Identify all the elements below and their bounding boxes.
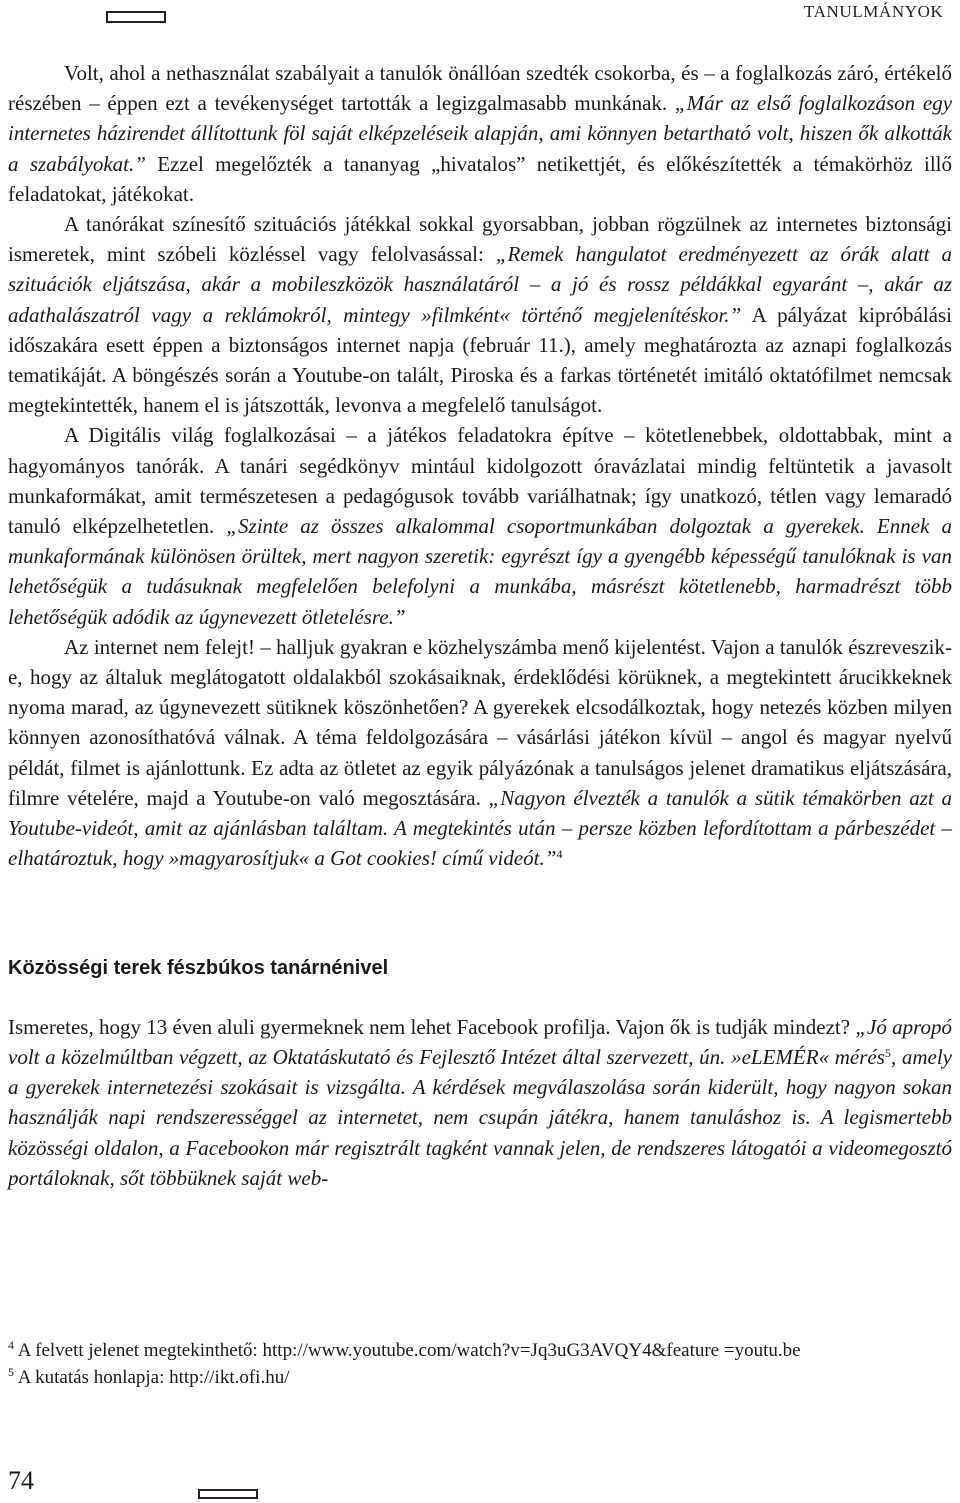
article-body [8, 58, 952, 1193]
footer-ornament-box [198, 1489, 258, 1499]
paragraph-3 [8, 420, 952, 631]
paragraph-1-quote: „Már az első foglalkozáson egy internetes házirendet állítottunk föl saját elképzeléseik alapján, ami könnyen betartható volt, hiszen ők alkották a szabályokat.” [8, 91, 953, 176]
footnote-ref-5: 5 [884, 1045, 891, 1060]
footnote-4 [8, 1337, 952, 1364]
paragraph-2-quote: „Remek hangulatot eredményezett az órák alatt a szituációk eljátszása, akár a mobileszközök használatáról – a jó és rossz példákkal egyaránt –, akár az adathalászatról vagy a reklámokról, mintegy »filmként« történő megjelenítéskor.” [8, 242, 952, 327]
paragraph-4-quote: „Nagyon élvezték a tanulók a sütik témakörben azt a Youtube-videót, amit az ajánlásban találtam. A megtekintés után – persze közben lefordítottam a párbeszédet – elhatároztuk, hogy »magyarosítjuk« a Got cookies! című videót.” [8, 785, 952, 871]
footnote-ref-4: 4 [556, 847, 563, 862]
footnote-5-mark: 5 [8, 1365, 14, 1379]
paragraph-5-quote: „Jó apropó volt a közelmúltban végzett, az Oktatáskutató és Fejlesztő Intézet által szervezett, ún. »eLEMÉR« mérés [8, 1014, 952, 1069]
paragraph-5 [8, 1012, 952, 1193]
header-ornament-box [106, 11, 166, 23]
page-number: 74 [8, 1466, 34, 1495]
section-label: TANULMÁNYOK [804, 2, 944, 21]
paragraph-4-text: Az internet nem felejt! – halljuk gyakran e közhelyszámba menő kijelentést. Vajon a tanulók észreveszik-e, hogy az általuk meglátogatott oldalakból szokásaiknak, érdeklődési körüknek, a megtekintett árucikkeknek nyoma marad, az úgynevezett sütiknek köszönhetően? A gyerekek elcsodálkoztak, hogy netezés közben milyen könnyen azonosíthatóvá válnak. A téma feldolgozására – vásárlási játékon kívül – angol és magyar nyelvű példát, filmet is ajánlottunk. Ez adta az ötletet az egyik pályázónak a tanulságos jelenet dramatikus eljátszására, filmre vételére, majd a Youtube-on való megosztására. [8, 634, 952, 810]
footnote-5 [8, 1364, 952, 1391]
paragraph-4 [8, 632, 952, 874]
paragraph-1-text-end: Ezzel megelőzték a tananyag „hivatalos” netikettjét, és előkészítették a témakörhöz illő feladatokat, játékokat. [8, 151, 952, 206]
footnotes [8, 1337, 952, 1391]
section-heading: Közösségi terek fészbúkos tanárnénivel [8, 957, 389, 980]
footnote-4-mark: 4 [8, 1338, 14, 1352]
paragraph-5-quote-end: , amely a gyerekek internetezési szokásait is vizsgálta. A kérdések megválaszolása során kiderült, hogy nagyon sokan használják napi rendszerességgel az internetet, nem csupán játékra, hanem tanuláshoz is. A legismertebb közösségi oldalon, a Facebookon már regisztrált tagként vannak jelen, de rendszeres látogatói a videomegosztó portáloknak, sőt többüknek saját web- [8, 1044, 952, 1190]
paragraph-5-text: Ismeretes, hogy 13 éven aluli gyermeknek nem lehet Facebook profilja. Vajon ők is tudják mindezt? [8, 1014, 856, 1039]
footnote-4-text: A felvett jelenet megtekinthető: http://www.youtube.com/watch?v=Jq3uG3AVQY4&feature =youtu.be [14, 1340, 801, 1361]
paragraph-3-quote: „Szinte az összes alkalommal csoportmunkában dolgoztak a gyerekek. Ennek a munkaformának különösen örültek, mert nagyon szeretik: egyrészt így a gyengébb képességű tanulóknak is van lehetőségük a tudásuknak megfelelően belefolyni a munkába, másrészt kötetlenebb, harmadrészt több lehetőségük adódik az úgynevezett ötletelésre.” [8, 514, 952, 629]
paragraph-1 [8, 58, 952, 209]
footnote-5-text: A kutatás honlapja: http://ikt.ofi.hu/ [14, 1367, 290, 1388]
paragraph-3-text: A Digitális világ foglalkozásai – a játékos feladatokra építve – kötetlenebbek, oldottabbak, mint a hagyományos tanórák. A tanári segédkönyv mintául kidolgozott óravázlatai mindig feltüntetik a javasolt munkaformákat, amit természetesen a pedagógusok tovább variálhatnak; így unatkozó, tétlen vagy lemaradó tanuló elképzelhetetlen. [8, 423, 952, 539]
paragraph-2 [8, 209, 952, 420]
paragraph-2-text: A tanórákat színesítő szituációs játékkal sokkal gyorsabban, jobban rögzülnek az internetes biztonsági ismeretek, mint szóbeli közléssel vagy felolvasással: [8, 212, 952, 267]
paragraph-2-text-end: A pályázat kipróbálási időszakára esett éppen a biztonságos internet napja (február 11.), amely meghatározta az aznapi foglalkozás tematikáját. A böngészés során a Youtube-on talált, Piroska és a farkas történetét imitáló oktatófilmet nemcsak megtekintették, hanem el is játszották, levonva a megfelelő tanulságot. [8, 302, 952, 418]
paragraph-1-text: Volt, ahol a nethasználat szabályait a tanulók önállóan szedték csokorba, és – a foglalkozás záró, értékelő részében – éppen ezt a tevékenységet tartották a legizgalmasabb munkának. [8, 61, 952, 116]
